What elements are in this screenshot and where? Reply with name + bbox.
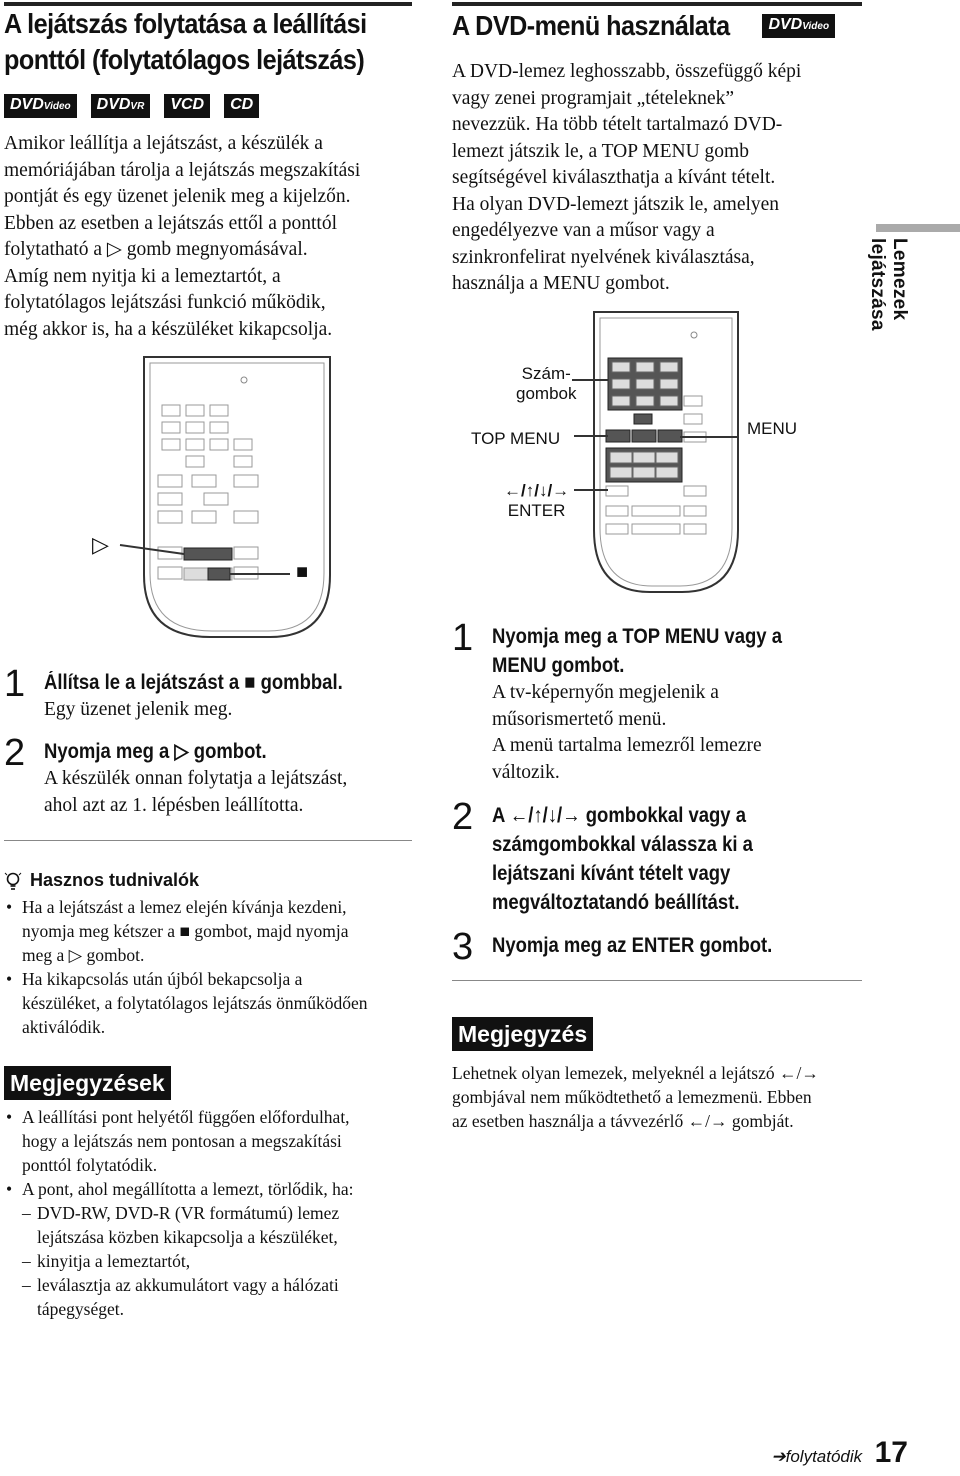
continues-label: ➔folytatódik: [771, 1447, 863, 1466]
notes-title: Megjegyzések: [4, 1066, 171, 1100]
section-top-rule: [452, 2, 862, 6]
side-tab: [866, 238, 910, 408]
intro-line: Ha olyan DVD-lemezt játszik le, amelyen: [452, 193, 780, 215]
step-body: változik.: [492, 761, 560, 783]
step-heading: Nyomja meg a TOP MENU vagy a: [492, 625, 782, 648]
side-tab-bar: [876, 224, 960, 232]
left-intro: [4, 131, 414, 343]
right-step-3: [452, 926, 902, 968]
note-title: Megjegyzés: [452, 1017, 593, 1051]
intro-line: még akkor is, ha a készüléket kikapcsolja.: [4, 318, 333, 340]
remote-play-label: ▷: [92, 532, 109, 557]
intro-line: nevezzük. Ha több tételt tartalmazó DVD-: [452, 114, 783, 135]
label-menu: MENU: [747, 419, 798, 438]
step-heading: Nyomja meg az ENTER gombot.: [492, 934, 773, 957]
badge-cd: CD: [224, 94, 259, 118]
list-subitem: – kinyitja a lemeztartót,: [4, 1249, 414, 1273]
stop-button-highlight: [208, 568, 230, 580]
intro-line: A DVD-lemez leghosszabb, összefüggő képi: [452, 61, 802, 82]
lightbulb-icon: [4, 871, 22, 891]
callout-lines: [452, 360, 752, 540]
notes-list: [4, 1105, 414, 1321]
step-heading: megváltoztatandó beállítást.: [492, 891, 740, 914]
badge-dvd-video: DVDVideo: [762, 14, 835, 38]
disc-badges: [4, 94, 259, 118]
intro-line: engedélyezve van a műsor vagy a: [452, 220, 715, 241]
step-number: 2: [4, 732, 26, 774]
remote-control-illustration: [80, 355, 340, 645]
tips-list: [4, 895, 414, 1039]
tips-header: [4, 870, 414, 891]
step-body: ahol azt az 1. lépésben leállította.: [44, 794, 304, 816]
list-item: • Ha a lejátszást a lemez elején kívánja kezdeni, nyomja meg kétszer a ■ gombot, majd nyomja meg a ▷ gombot.: [4, 895, 414, 967]
divider: [4, 840, 412, 841]
tips-title: Hasznos tudnivalók: [30, 870, 200, 890]
intro-line: lemezt játszik le, a TOP MENU gomb: [452, 140, 749, 162]
notes-heading-box: [4, 1066, 171, 1100]
step-body: Egy üzenet jelenik meg.: [44, 699, 233, 720]
right-title: [452, 8, 835, 44]
left-step-1: [4, 663, 454, 724]
right-intro: [452, 59, 862, 298]
right-title-text: A DVD-menü használata: [452, 10, 730, 41]
step-number: 2: [452, 796, 474, 838]
intro-line: segítségével kiválaszthatja a kívánt tételt.: [452, 167, 776, 188]
step-body: A tv-képernyőn megjelenik a: [492, 682, 719, 703]
intro-line: Ebben az esetben a lejátszás ettől a ponttól: [4, 212, 337, 234]
right-step-1: [452, 617, 902, 786]
step-heading: Nyomja meg a ▷ gombot.: [44, 740, 267, 763]
step-number: 3: [452, 926, 474, 968]
label-arrows-enter: ←/↑/↓/→ ENTER: [504, 481, 570, 520]
remote-stop-label: ■: [296, 561, 309, 583]
intro-line: Amíg nem nyitja ki a lemeztartót, a: [4, 265, 281, 287]
menu-callout-line: [680, 425, 740, 445]
right-step-2: [452, 796, 902, 917]
page-number: 17: [874, 1436, 908, 1469]
step-heading: számgombokkal válassza ki a: [492, 833, 753, 856]
left-title: [4, 6, 407, 78]
play-button-highlight: [184, 548, 232, 560]
step-heading: MENU gombot.: [492, 654, 625, 677]
side-tab-label: Lemezek lejátszása: [867, 238, 910, 331]
list-subitem: – leválasztja az akkumulátort vagy a hálózati tápegységet.: [4, 1273, 414, 1321]
tips-section: [4, 870, 414, 1039]
left-step-2: [4, 732, 454, 819]
intro-line: folytatólagos lejátszási funkció működik,: [4, 292, 326, 313]
intro-line: pontját és egy üzenet jelenik meg a kijelzőn.: [4, 186, 351, 207]
list-item: • Ha kikapcsolás után újból bekapcsolja a készüléket, a folytatólagos lejátszás önműködően aktiválódik.: [4, 967, 414, 1039]
divider: [452, 980, 862, 981]
label-top-menu: TOP MENU: [471, 429, 561, 448]
intro-line: használja a MENU gombot.: [452, 273, 670, 294]
intro-line: szinkronfelirat nyelvének kiválasztása,: [452, 246, 755, 268]
left-title-line2: ponttól (folytatólagos lejátszás): [4, 44, 365, 75]
note-heading-box: [452, 1017, 593, 1051]
intro-line: memóriájában tárolja a lejátszás megszakítási: [4, 159, 361, 181]
intro-line: Amikor leállítja a lejátszást, a készülék a: [4, 133, 323, 154]
step-heading: Állítsa le a lejátszást a ■ gombbal.: [44, 671, 343, 694]
step-number: 1: [4, 663, 26, 705]
list-item: • A pont, ahol megállította a lemezt, törlődik, ha:: [4, 1177, 414, 1201]
step-heading: A ←/↑/↓/→ gombokkal vagy a: [492, 804, 747, 827]
badge-dvd-video: DVDVideo: [4, 94, 77, 118]
note-text: Lehetnek olyan lemezek, melyeknél a lejátszó ←/→ gombjával nem működtethető a lemezmenü. Ebben az esetben használja a távvezérlő ←/→ gombját.: [452, 1063, 819, 1131]
badge-dvd-vr: DVDVR: [91, 94, 151, 118]
intro-line: folytatható a ▷ gomb megnyomásával.: [4, 239, 308, 260]
step-heading: lejátszani kívánt tételt vagy: [492, 862, 731, 885]
step-number: 1: [452, 617, 474, 659]
left-title-line1: A lejátszás folytatása a leállítási: [4, 8, 367, 39]
step-body: műsorismertető menü.: [492, 708, 667, 730]
list-subitem: – DVD-RW, DVD-R (VR formátumú) lemez lejátszása közben kikapcsolja a készüléket,: [4, 1201, 414, 1249]
badge-vcd: VCD: [164, 94, 210, 118]
step-body: A készülék onnan folytatja a lejátszást,: [44, 768, 348, 789]
list-item: • A leállítási pont helyétől függően előfordulhat, hogy a lejátszás nem pontosan a megszakítási ponttól folytatódik.: [4, 1105, 414, 1177]
intro-line: vagy zenei programjait „tételeknek”: [452, 87, 735, 109]
step-body: A menü tartalma lemezről lemezre: [492, 735, 762, 756]
label-number-buttons: Szám- gombok: [516, 364, 577, 403]
page-footer: [771, 1436, 908, 1470]
